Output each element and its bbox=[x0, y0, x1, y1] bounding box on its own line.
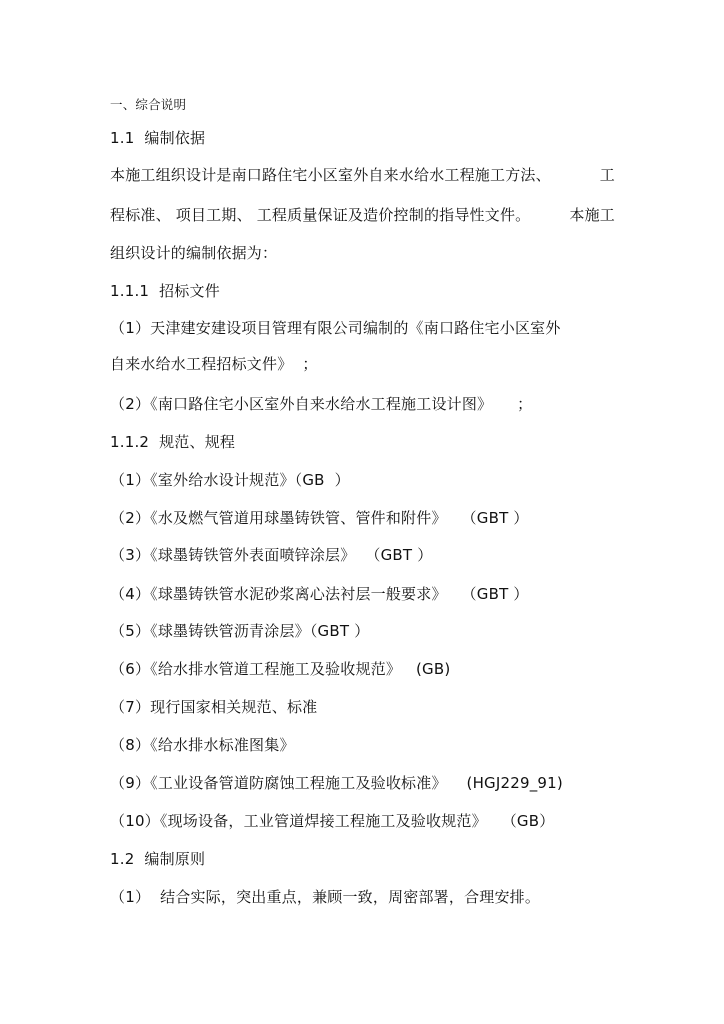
spec-item-9: （9）《工业设备管道防腐蚀工程施工及验收标准》 (HGJ229_91) bbox=[110, 774, 563, 792]
spec-item-10: （10）《现场设备，工业管道焊接工程施工及验收规范》 （GB） bbox=[110, 812, 555, 830]
intro-line-2-end: 本施工 bbox=[569, 206, 615, 224]
heading-1-1: 1.1 编制依据 bbox=[110, 129, 206, 147]
spec-item-8: （8）《给水排水标准图集》 bbox=[110, 736, 295, 754]
spec-item-7: （7）现行国家相关规范、标准 bbox=[110, 698, 318, 716]
heading-1-2: 1.2 编制原则 bbox=[110, 850, 206, 868]
tender-item-1-line-2: 自来水给水工程招标文件》 ； bbox=[110, 355, 318, 373]
spec-item-6: （6）《给水排水管道工程施工及验收规范》 (GB) bbox=[110, 660, 451, 678]
spec-item-1: （1）《室外给水设计规范》（GB ） bbox=[110, 471, 350, 489]
intro-line-3: 组织设计的编制依据为： bbox=[110, 244, 278, 262]
heading-1-1-2: 1.1.2 规范、规程 bbox=[110, 433, 236, 451]
intro-line-2-text: 程标准、 项目工期、 工程质量保证及造价控制的指导性文件。 bbox=[110, 206, 531, 224]
section-title: 一、综合说明 bbox=[110, 97, 187, 112]
spec-item-3: （3）《球墨铸铁管外表面喷锌涂层》 （GBT ） bbox=[110, 546, 433, 564]
spec-item-5: （5）《球墨铸铁管沥青涂层》（GBT ） bbox=[110, 622, 370, 640]
tender-item-1-line-1: （1）天津建安建设项目管理有限公司编制的《南口路住宅小区室外 bbox=[110, 319, 561, 337]
tender-item-2: （2）《南口路住宅小区室外自来水给水工程施工设计图》 ； bbox=[110, 395, 533, 413]
intro-line-1-end: 工 bbox=[599, 166, 615, 184]
intro-line-1-text: 本施工组织设计是南口路住宅小区室外自来水给水工程施工方法、 bbox=[110, 166, 551, 184]
intro-line-2 bbox=[110, 205, 615, 225]
heading-1-1-1: 1.1.1 招标文件 bbox=[110, 282, 220, 300]
principle-item-1: （1） 结合实际，突出重点，兼顾一致，周密部署，合理安排。 bbox=[110, 888, 541, 906]
spec-item-2: （2）《水及燃气管道用球墨铸铁管、管件和附件》 （GBT ） bbox=[110, 509, 529, 527]
spec-item-4: （4）《球墨铸铁管水泥砂浆离心法衬层一般要求》 （GBT ） bbox=[110, 585, 529, 603]
intro-line-1 bbox=[110, 165, 615, 185]
